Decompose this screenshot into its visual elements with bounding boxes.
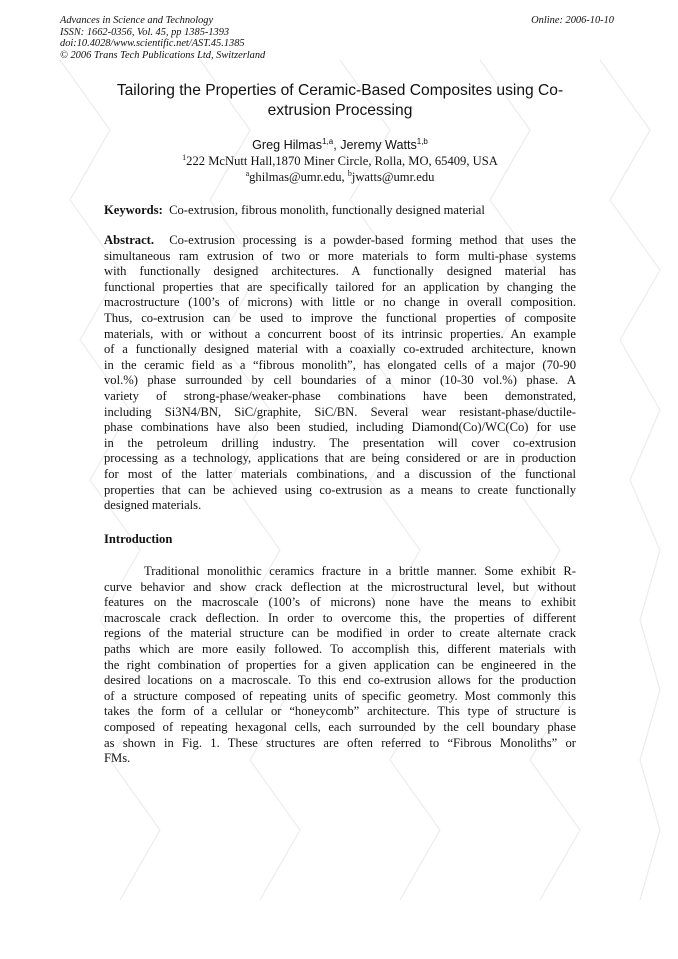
author-name: Greg Hilmas: [252, 138, 323, 152]
intro-line: of a structure composed of repeating units of specific geometry. Most commonly this: [104, 688, 576, 703]
journal-header: [60, 15, 265, 61]
intro-line: Traditional monolithic ceramics fracture in a brittle manner. Some exhibit R-: [144, 564, 576, 578]
abstract-line: variety of strong-phase/weaker-phase combinations have been demonstrated,: [104, 388, 576, 403]
abstract-line: macrostructure (100’s of microns) with little or no change in overall composition.: [104, 295, 576, 310]
journal-name: Advances in Science and Technology: [60, 15, 214, 26]
affiliation-text: 222 McNutt Hall,1870 Miner Circle, Rolla, MO, 65409, USA: [186, 154, 498, 168]
abstract-label: Abstract.: [104, 233, 155, 247]
keywords: [104, 202, 576, 218]
journal-issn: ISSN: 1662-0356, Vol. 45, pp 1385-1393: [60, 26, 230, 38]
affiliation-superscript: 1: [182, 152, 187, 162]
intro-line: composed of repeating hexagonal cells, each surrounded by the cell boundary phase: [104, 719, 576, 734]
abstract-line: properties that can be achieved using co-extrusion as a means to create functionally: [104, 482, 576, 497]
abstract-line: in the ceramic field as a “fibrous monolith”, has elongated cells of a major (70-90: [104, 357, 576, 372]
author-superscript: 1,a: [322, 136, 334, 146]
intro-line: takes the form of a cellular or “honeycomb” architecture. This type of structure is: [104, 704, 576, 719]
abstract: [104, 233, 576, 514]
intro-line: FMs.: [104, 751, 131, 766]
abstract-line: Abstract. Co-extrusion processing is a powder-based forming method that uses the: [104, 233, 577, 247]
email-superscript: a: [245, 168, 250, 178]
introduction-body: [104, 564, 576, 767]
intro-line: regions of the material structure can be modified in order to create alternate crack: [104, 626, 576, 641]
journal-copyright: © 2006 Trans Tech Publications Ltd, Switzerland: [60, 49, 266, 61]
abstract-line: in the petroleum drilling industry. The presentation will cover co-extrusion: [104, 435, 576, 450]
abstract-line: with functionally designed architectures. A functionally designed material has: [104, 264, 576, 279]
journal-doi: doi:10.4028/www.scientific.net/AST.45.1385: [60, 38, 245, 49]
email-link[interactable]: jwatts@umr.edu: [351, 170, 435, 184]
paper-title: Tailoring the Properties of Ceramic-Based Composites using Co-extrusion Processing: [116, 82, 564, 119]
section-heading-introduction: Introduction: [104, 532, 173, 546]
author-list: Greg Hilmas$^{1,a}$, Jeremy Watts$^{1,b}$: [252, 136, 428, 152]
affiliation: [104, 153, 576, 169]
keywords-label: Keywords:: [104, 203, 163, 217]
author-superscript: 1,b: [416, 136, 428, 146]
intro-line: the right combination of properties for a given application can be engineered in the: [104, 657, 576, 672]
intro-line: curve behavior and show crack deflection at the microstructural level, but without: [104, 579, 576, 594]
intro-line: macroscale crack deflection. In order to overcome this, the properties of different: [104, 610, 576, 625]
intro-line: features on the macroscale (100’s of microns) none have the means to exhibit: [104, 595, 576, 610]
intro-line: paths which are more easily followed. To accomplish this, different materials with: [104, 641, 576, 656]
abstract-line: including Si3N4/BN, SiC/graphite, SiC/BN. Several wear resistant-phase/ductile-: [104, 404, 576, 419]
abstract-line: for most of the latter materials combinations, and a discussion of the functional: [104, 466, 576, 481]
intro-line: desired locations on a macroscale. To this end co-extrusion allows for the production: [104, 673, 576, 688]
online-date: Online: 2006-10-10: [531, 15, 614, 26]
abstract-line: processing as a technology, applications that are being considered or are in production: [104, 451, 576, 466]
author-name: Jeremy Watts: [340, 138, 417, 152]
abstract-line: vol.%) phase surrounded by cell boundaries of a minor (10-30 vol.%) phase. A: [104, 373, 576, 388]
email-superscript: b: [347, 168, 352, 178]
abstract-line: phase combinations have also been studied, including Diamond(Co)/WC(Co) for use: [104, 420, 576, 435]
email-link[interactable]: ghilmas@umr.edu: [249, 170, 342, 184]
intro-line: as shown in Fig. 1. These structures are often referred to “Fibrous Monoliths” or: [104, 735, 576, 750]
abstract-line: materials, with or without a concurrent boost of its intrinsic properties. An example: [104, 326, 576, 341]
keywords-text: Co-extrusion, fibrous monolith, functionally designed material: [169, 203, 485, 217]
abstract-line: functional properties that are specifically tailored for an application by changing the: [104, 279, 576, 294]
abstract-line: Thus, co-extrusion can be used to improve the functional properties of composite: [104, 310, 576, 325]
author-emails: $^a$ghilmas@umr.edu, $^b$jwatts@umr.edu: [245, 168, 435, 184]
abstract-line: of a functionally designed material with a coaxially co-extruded architecture, known: [104, 342, 576, 357]
abstract-line: designed materials.: [104, 498, 202, 513]
abstract-line: simultaneous ram extrusion of two or more materials to form multi-phase systems: [104, 248, 576, 263]
